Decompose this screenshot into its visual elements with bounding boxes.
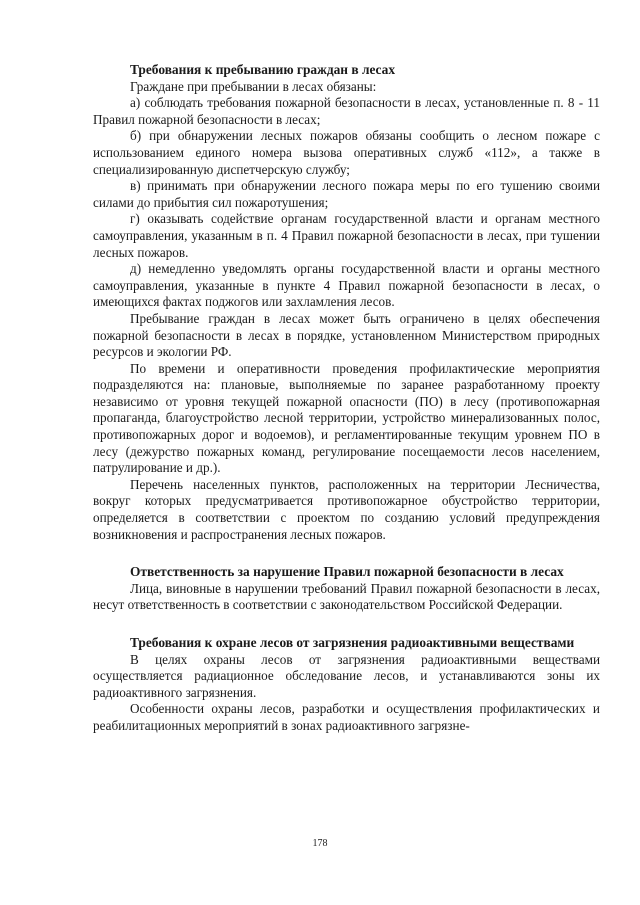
section-heading: Требования к пребыванию граждан в лесах [130,62,396,77]
section-heading: Требования к охране лесов от загрязнения радиоактивными веществами [130,635,575,650]
paragraph: Пребывание граждан в лесах может быть ограничено в целях обеспечения пожарной безопасности в лесах в порядке, установленном Министерством природных ресурсов и экологии РФ. [93,310,600,360]
section-radioactive-protection [93,635,600,735]
paragraph: г) оказывать содействие органам государственной власти и органам местного самоуправления, указанным в п. 4 Правил пожарной безопасности в лесах, при тушении лесных пожаров. [93,211,600,260]
paragraph: в) принимать при обнаружении лесного пожара меры по его тушению своими силами до прибытия сил пожаротушения; [93,178,600,210]
paragraph: По времени и оперативности проведения профилактические мероприятия подразделяются на: плановые, выполняемые по заранее разработанному проекту независимо от уровня текущей пожарной опасности (ПО) в лесу (противопожарная пропаганда, благоустройство лесной территории, устройство минерализованных полос, противопожарных дорог и водоемов), и регламентированные текущим уровнем ПО в лесу (дежурство пожарных команд, регулирование посещаемости лесов населением, патрулирование и др.). [93,360,600,476]
paragraph: а) соблюдать требования пожарной безопасности в лесах, установленные п. 8 - 11 Правил пожарной безопасности в лесах; [93,95,600,127]
paragraph: б) при обнаружении лесных пожаров обязаны сообщить о лесном пожаре с использованием единого номера вызова оперативных служб «112», а также в специализированную диспетчерскую службу; [93,128,600,177]
section-visitor-requirements [93,62,600,543]
section-heading: Ответственность за нарушение Правил пожарной безопасности в лесах [130,564,564,580]
section-liability [93,564,600,614]
paragraph: Граждане при пребывании в лесах обязаны: [130,78,377,94]
paragraph: Лица, виновные в нарушении требований Правил пожарной безопасности в лесах, несут ответственность в соответствии с законодательством Российской Федерации. [93,580,600,613]
paragraph: В целях охраны лесов от загрязнения радиоактивными веществами осуществляется радиационное обследование лесов, и устанавливаются зоны их радиоактивного загрязнения. [93,651,600,700]
paragraph: д) немедленно уведомлять органы государственной власти и органы местного самоуправления, указанные в пункте 4 Правил пожарной безопасности в лесах, о имеющихся фактах поджогов или захламления лесов. [93,261,600,310]
paragraph: Перечень населенных пунктов, расположенных на территории Лесничества, вокруг которых предусматривается противопожарное обустройство территории, определяется в соответствии с проектом по созданию условий предупреждения возникновения и распространения лесных пожаров. [93,476,600,542]
page-number: 178 [312,838,328,849]
paragraph: Особенности охраны лесов, разработки и осуществления профилактических и реабилитационных мероприятий в зонах радиоактивного загрязне- [93,701,600,733]
